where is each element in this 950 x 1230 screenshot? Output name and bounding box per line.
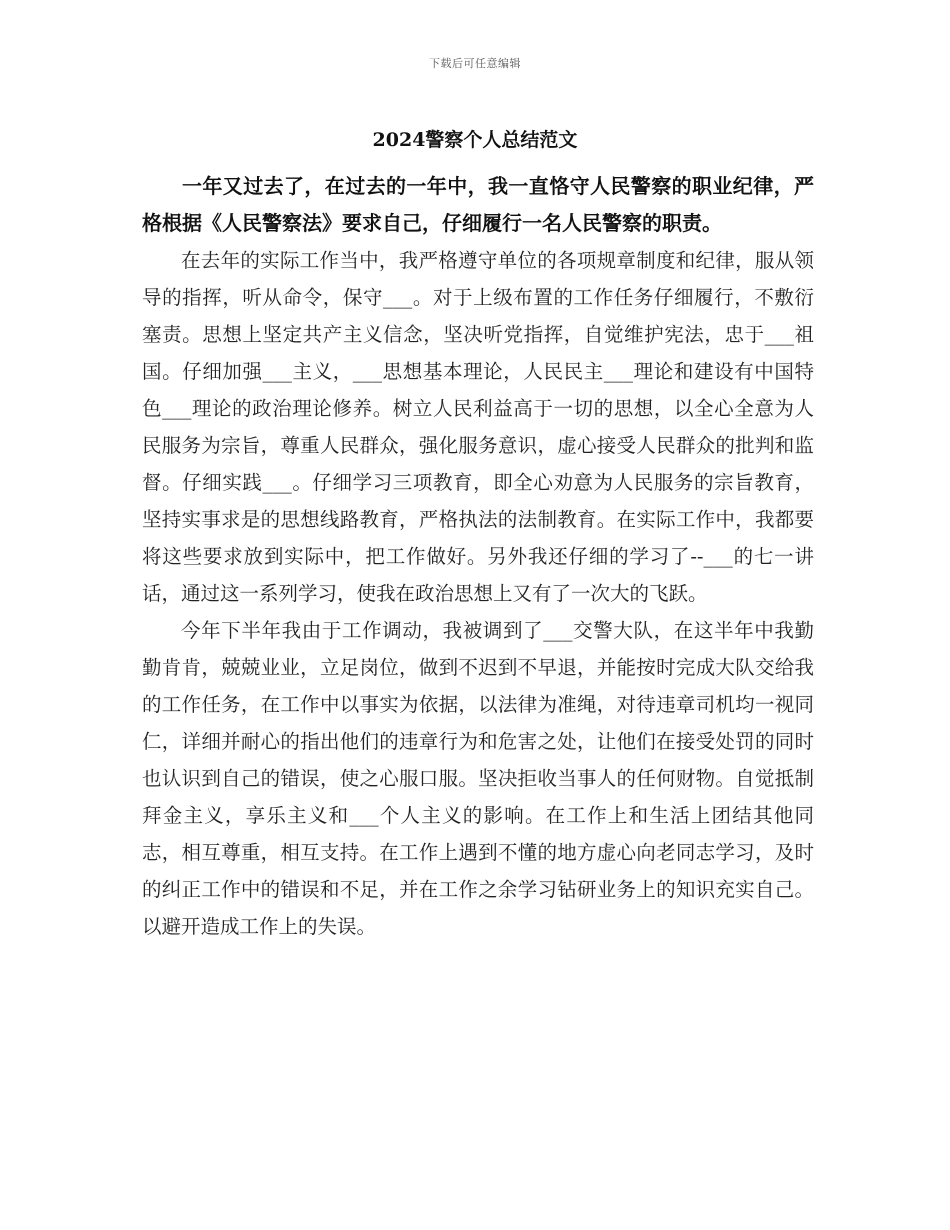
intro-paragraph: 一年又过去了，在过去的一年中，我一直恪守人民警察的职业纪律，严格根据《人民警察法》要求自己，仔细履行一名人民警察的职责。 — [142, 174, 814, 235]
header-note: 下载后可任意编辑 — [429, 57, 521, 70]
document-body — [142, 168, 814, 945]
body-paragraph-2: 今年下半年我由于工作调动，我被调到了___交警大队，在这半年中我勤勤肯肯，兢兢业业，立足岗位，做到不迟到不早退，并能按时完成大队交给我的工作任务，在工作中以事实为依据，以法律为准绳，对待违章司机均一视同仁，详细并耐心的指出他们的违章行为和危害之处，让他们在接受处罚的同时也认识到自己的错误，使之心服口服。坚决拒收当事人的任何财物。自觉抵制拜金主义，享乐主义和___个人主义的影响。在工作上和生活上团结其他同志，相互尊重，相互支持。在工作上遇到不懂的地方虚心向老同志学习，及时的纠正工作中的错误和不足，并在工作之余学习钻研业务上的知识充实自己。以避开造成工作上的失误。 — [142, 619, 814, 938]
body-paragraph-1: 在去年的实际工作当中，我严格遵守单位的各项规章制度和纪律，服从领导的指挥，听从命令，保守___。对于上级布置的工作任务仔细履行，不敷衍塞责。思想上坚定共产主义信念，坚决听党指挥，自觉维护宪法，忠于___祖国。仔细加强___主义，___思想基本理论，人民民主___理论和建设有中国特色___理论的政治理论修养。树立人民利益高于一切的思想，以全心全意为人民服务为宗旨，尊重人民群众，强化服务意识，虚心接受人民群众的批判和监督。仔细实践___。仔细学习三项教育，即全心劝意为人民服务的宗旨教育，坚持实事求是的思想线路教育，严格执法的法制教育。在实际工作中，我都要将这些要求放到实际中，把工作做好。另外我还仔细的学习了--___的七一讲话，通过这一系列学习，使我在政治思想上又有了一次大的飞跃。 — [142, 249, 814, 605]
document-title: 2024警察个人总结范文 — [372, 129, 578, 151]
